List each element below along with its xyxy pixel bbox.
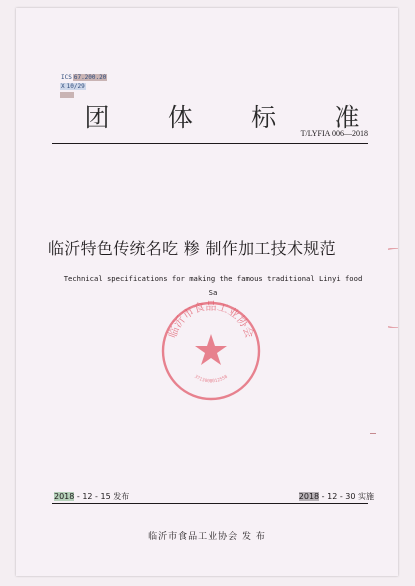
class-prefix: X <box>61 83 65 90</box>
ics-value: 67.200.20 <box>73 74 107 81</box>
document-page <box>16 8 398 576</box>
publish-date <box>54 491 129 502</box>
implement-date <box>299 491 374 502</box>
implement-date-rest: - 12 - 30 实施 <box>319 492 374 501</box>
header-rule <box>52 143 368 144</box>
class-value: 10/29 <box>66 83 85 90</box>
seal-number: 3713000012558 <box>193 374 229 385</box>
seal-text: 临沂市食品工业协会 <box>165 299 257 340</box>
ics-prefix: ICS <box>61 74 72 81</box>
title-char: 团 <box>84 103 110 132</box>
publish-year: 2018 <box>54 492 75 501</box>
filing-code-redacted <box>60 92 74 98</box>
document-title-en-line1: Technical specifications for making the famous traditional Linyi food <box>63 274 363 283</box>
filing-value <box>60 92 74 98</box>
issuer-line: 临沂市食品工业协会 发 布 <box>148 532 266 542</box>
edge-seal-fragment <box>388 248 398 328</box>
ics-code <box>60 74 107 82</box>
standard-number: T/LYFIA 006—2018 <box>300 129 368 138</box>
title-char: 体 <box>167 103 193 132</box>
publish-date-rest: - 12 - 15 发布 <box>74 492 130 501</box>
title-char: 准 <box>334 103 360 132</box>
document-title-cn: 临沂特色传统名吃 糁 制作加工技术规范 <box>48 239 336 258</box>
official-seal <box>156 296 266 406</box>
document-title-en-line2: Sa <box>208 288 218 297</box>
implement-year: 2018 <box>298 492 320 501</box>
footer-rule <box>52 503 368 504</box>
stray-mark <box>370 433 376 434</box>
seal-star-icon <box>195 334 227 365</box>
classification-code <box>60 83 86 91</box>
title-char: 标 <box>251 103 277 132</box>
